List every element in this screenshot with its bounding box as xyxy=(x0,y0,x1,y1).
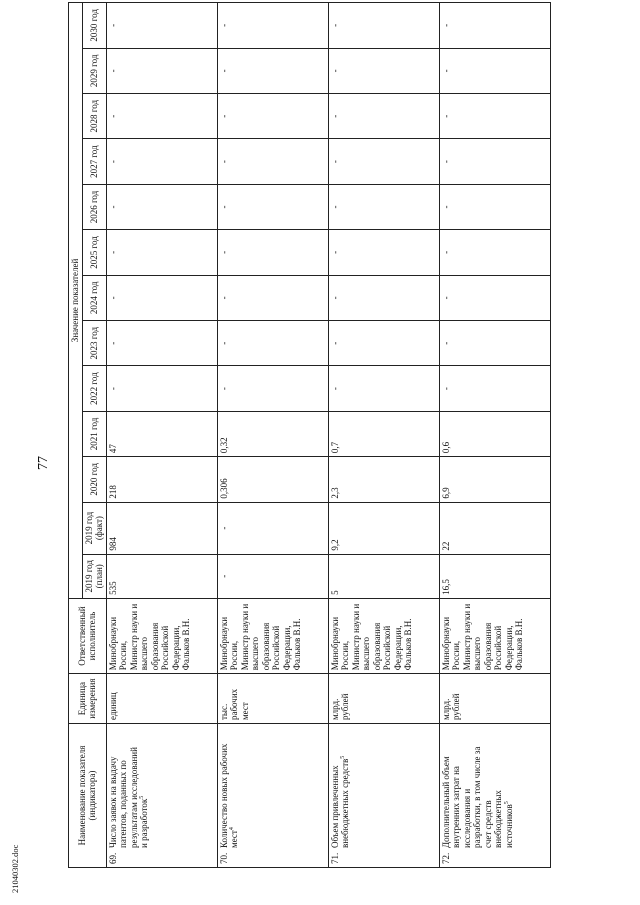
value-cell: - xyxy=(217,321,328,366)
row-number: 71. xyxy=(329,852,340,864)
value-cell: - xyxy=(439,321,550,366)
indicator-name-cell xyxy=(106,724,217,868)
indicator-name: Число заявок на выдачу патентов, поданных по результатам исследований и разработок xyxy=(107,747,149,848)
value-cell: 535 xyxy=(106,554,217,598)
indicator-name-cell xyxy=(439,724,550,868)
indicator-name: Объем привлеченных внебюджетных средств xyxy=(329,758,350,848)
row-number: 72. xyxy=(440,852,451,864)
value-cell: - xyxy=(439,139,550,184)
value-cell: 0,306 xyxy=(217,457,328,502)
value-cell: - xyxy=(328,230,439,275)
header-year: 2021 год xyxy=(82,411,106,456)
value-cell: - xyxy=(217,275,328,320)
header-year: 2025 год xyxy=(82,230,106,275)
unit-cell: тыс. рабочих мест xyxy=(217,674,328,724)
value-cell: - xyxy=(217,366,328,411)
value-cell: - xyxy=(106,48,217,93)
header-year: 2026 год xyxy=(82,184,106,229)
value-cell: - xyxy=(106,321,217,366)
value-cell: 0,7 xyxy=(328,411,439,456)
indicator-name: Дополнительный объем внутренних затрат на исследования и разработки, в том числе за счет средств внебюджетных источников xyxy=(440,746,514,848)
value-cell: - xyxy=(328,94,439,139)
value-cell: - xyxy=(217,230,328,275)
header-year: 2030 год xyxy=(82,3,106,49)
value-cell: - xyxy=(217,554,328,598)
row-number: 70. xyxy=(218,852,229,864)
header-year: 2020 год xyxy=(82,457,106,502)
header-year: 2027 год xyxy=(82,139,106,184)
row-number: 69. xyxy=(107,852,118,864)
header-values-group: Значение показателей xyxy=(69,3,83,599)
value-cell: - xyxy=(439,366,550,411)
header-year: 2019 год (факт) xyxy=(82,502,106,554)
indicator-name: Количество новых рабочих мест xyxy=(218,743,239,848)
header-name: Наименование показателя (индикатора) xyxy=(69,724,107,868)
unit-cell: единиц xyxy=(106,674,217,724)
footer-filename: 21040302.doc xyxy=(10,844,20,893)
value-cell: - xyxy=(217,139,328,184)
value-cell: - xyxy=(106,275,217,320)
value-cell: - xyxy=(328,184,439,229)
value-cell: 9,2 xyxy=(328,502,439,554)
value-cell: - xyxy=(439,184,550,229)
footnote-ref: 4 xyxy=(229,827,235,831)
responsible-cell: Минобрнауки России, Министр науки и высшего образования Российской Федерации, Фальков В.Н. xyxy=(106,598,217,673)
value-cell: - xyxy=(106,94,217,139)
value-cell: - xyxy=(328,366,439,411)
header-year: 2024 год xyxy=(82,275,106,320)
header-year: 2019 год (план) xyxy=(82,554,106,598)
indicators-table xyxy=(68,2,551,868)
footnote-ref: 5 xyxy=(139,795,145,799)
responsible-cell: Минобрнауки России, Министр науки и высшего образования Российской Федерации, Фальков В.Н. xyxy=(328,598,439,673)
value-cell: 984 xyxy=(106,502,217,554)
value-cell: 2,3 xyxy=(328,457,439,502)
value-cell: - xyxy=(217,3,328,49)
unit-cell: млрд. рублей xyxy=(439,674,550,724)
table-row xyxy=(106,3,217,868)
value-cell: - xyxy=(439,48,550,93)
page-number: 77 xyxy=(36,456,51,470)
value-cell: 6,9 xyxy=(439,457,550,502)
footnote-ref: 5 xyxy=(340,755,346,759)
value-cell: - xyxy=(439,230,550,275)
header-year: 2023 год xyxy=(82,321,106,366)
table-row xyxy=(328,3,439,868)
header-year: 2028 год xyxy=(82,94,106,139)
responsible-cell: Минобрнауки России, Министр науки и высшего образования Российской Федерации, Фальков В.Н. xyxy=(439,598,550,673)
value-cell: - xyxy=(217,94,328,139)
value-cell: - xyxy=(217,48,328,93)
footnote-ref: 5 xyxy=(503,801,510,805)
unit-cell: млрд. рублей xyxy=(328,674,439,724)
value-cell: 218 xyxy=(106,457,217,502)
indicator-name-cell xyxy=(217,724,328,868)
table-row xyxy=(439,3,550,868)
value-cell: 47 xyxy=(106,411,217,456)
value-cell: - xyxy=(217,184,328,229)
value-cell: - xyxy=(328,321,439,366)
value-cell: - xyxy=(328,3,439,49)
value-cell: - xyxy=(439,94,550,139)
header-unit: Единица измерения xyxy=(69,674,107,724)
value-cell: - xyxy=(106,184,217,229)
responsible-cell: Минобрнауки России, Министр науки и высшего образования Российской Федерации, Фальков В.Н. xyxy=(217,598,328,673)
value-cell: - xyxy=(106,139,217,184)
table-body xyxy=(106,3,550,868)
value-cell: - xyxy=(106,366,217,411)
header-year: 2029 год xyxy=(82,48,106,93)
value-cell: - xyxy=(217,502,328,554)
value-cell: - xyxy=(439,3,550,49)
value-cell: - xyxy=(328,275,439,320)
value-cell: 5 xyxy=(328,554,439,598)
header-year: 2022 год xyxy=(82,366,106,411)
table-row xyxy=(217,3,328,868)
value-cell: - xyxy=(328,139,439,184)
value-cell: - xyxy=(328,48,439,93)
header-responsible: Ответственный исполнитель xyxy=(69,598,107,673)
value-cell: - xyxy=(106,230,217,275)
value-cell: 0,32 xyxy=(217,411,328,456)
value-cell: - xyxy=(106,3,217,49)
value-cell: 0,6 xyxy=(439,411,550,456)
indicator-name-cell xyxy=(328,724,439,868)
value-cell: - xyxy=(439,275,550,320)
value-cell: 16,5 xyxy=(439,554,550,598)
value-cell: 22 xyxy=(439,502,550,554)
